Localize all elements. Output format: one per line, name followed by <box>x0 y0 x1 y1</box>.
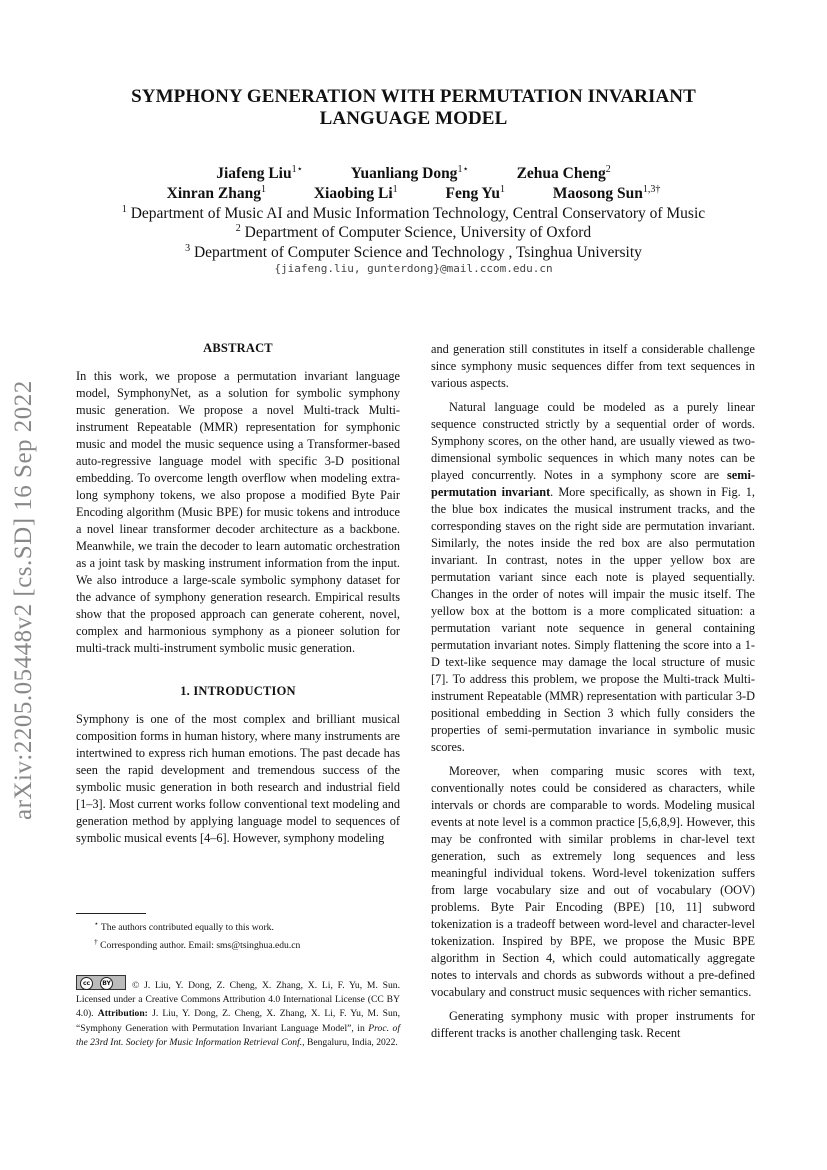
right-column <box>431 341 755 1042</box>
left-column <box>76 340 400 847</box>
affiliation-3: $^3$ Department of Computer Science and Technology , Tsinghua University <box>185 243 642 262</box>
author: Zehua Cheng$^2$ <box>516 164 611 183</box>
paper-title: SYMPHONY GENERATION WITH PERMUTATION INVARIANT LANGUAGE MODEL <box>131 86 696 129</box>
orchestration-paragraph: Generating symphony music with proper instruments for different tracks is another challenging task. Recent <box>431 1009 755 1040</box>
cc-by-license-icon[interactable] <box>76 975 126 990</box>
arxiv-identifier-stamp[interactable]: arXiv:2205.05448v2 [cs.SD] 16 Sep 2022 <box>10 380 37 820</box>
creative-commons-icon: cc <box>80 977 93 990</box>
affiliation-2: $^2$ Department of Computer Science, University of Oxford <box>235 223 592 242</box>
footnote-divider <box>76 913 146 914</box>
author: Yuanliang Dong$^{1⋆}$ <box>350 164 469 183</box>
abstract-text: In this work, we propose a permutation invariant language model, SymphonyNet, as a solution for symbolic symphony music generation. We propose a novel Multi-track Multi-instrument Repeatable (MMR) representation for symphonic music and model the music sequence using a Transformer-based auto-regressive language model with specific 3-D positional embedding. To overcome length overflow when modeling extra-long symphony tokens, we also propose a modified Byte Pair Encoding algorithm (Music BPE) for music tokens and introduce a novel linear transformer decoder architecture as a backbone. Meanwhile, we train the decoder to learn automatic orchestration as a joint task by masking instrument information from the input. We also introduce a large-scale symbolic symphony dataset for the advance of symphony generation research. Empirical results show that the proposed approach can generate coherent, novel, complex and harmonious symphony as a pioneer solution for multi-track multi-instrument symbolic music generation. <box>76 369 400 655</box>
affiliation-1: $^1$ Department of Music AI and Music Information Technology, Central Conservatory of Music <box>121 204 706 223</box>
author: Maosong Sun$^{1,3\dagger}$ <box>552 184 661 203</box>
license-notice: cc BY © J. Liu, Y. Dong, Z. Cheng, X. Zhang, X. Li, F. Yu, M. Sun. Licensed under a Creative Commons Attribution 4.0 International License (CC BY 4.0). Attribution: J. Liu, Y. Dong, Z. Cheng, X. Zhang, X. Li, F. Yu, M. Sun, “Symphony Generation with Permutation Invariant Language Model”, in Proc. of the 23rd Int. Society for Music Information Retrieval Conf., Bengaluru, India, 2022. <box>76 975 400 1050</box>
intro-continuation-paragraph: and generation still constitutes in itself a considerable challenge since symphony music sequences differ from text sequences in various aspects. <box>431 342 755 390</box>
footnote-equal-contribution: ⋆ The authors contributed equally to this work. <box>94 919 274 934</box>
introduction-heading: 1. INTRODUCTION <box>180 684 296 698</box>
abstract-heading: ABSTRACT <box>203 341 273 355</box>
author: Jiafeng Liu$^{1⋆}$ <box>216 164 303 183</box>
author: Xinran Zhang$^1$ <box>166 184 266 203</box>
attribution-icon: BY <box>100 977 113 990</box>
music-bpe-paragraph: Moreover, when comparing music scores with text, conventionally notes could be considered as characters, while intervals or chords are comparable to words. Modeling musical events at note level is a common practice [5,6,8,9]. However, this may be confronted with similar problems in char-level text generation, such as extremely long sequences and less meaningful individual tokens. Word-level tokenization suffers from large vocabulary size and out of vocabulary (OOV) problems. Byte Pair Encoding (BPE) [10, 11] subword tokenization is a tradeoff between word-level and character-level tokenization. Inspired by BPE, we propose the Music BPE algorithm in Section 4, which could automatically aggregate notes to intervals and chords as subwords without a pre-defined vocabulary and construct music sequences with richer semantics. <box>431 764 755 999</box>
footnote-corresponding-author: † Corresponding author. Email: sms@tsinghua.edu.cn <box>94 936 301 951</box>
footnotes <box>76 917 400 952</box>
author-email[interactable]: {jiafeng.liu, gunterdong}@mail.ccom.edu.cn <box>274 262 553 275</box>
semi-permutation-term: semi-permutation invariant <box>431 468 755 499</box>
author: Xiaobing Li$^1$ <box>313 184 398 203</box>
semi-permutation-paragraph: Natural language could be modeled as a purely linear sequence constructed strictly by a sequential order of words. Symphony scores, on the other hand, are usually viewed as two-dimensional symbolic sequences in which many notes can be played concurrently. Notes in a symphony score are semi-permutation invariant. More specifically, as shown in Fig. 1, the blue box indicates the musical instrument tracks, and the corresponding staves on the right side are permutation invariant. Similarly, the notes inside the red box are also permutation invariant. In contrast, notes in the upper yellow box are permutation variant since each note is played sequentially. Changes in the order of notes will impair the music itself. The yellow box at the bottom is a more complicated situation: a permutation variant note sequence in general containing permutation invariant notes. Simply flattening the score into a 1-D text-like sequence may damage the local structure of music [7]. To address this problem, we propose the Multi-track Multi-instrument Repeatable (MMR) representation with particular 3-D positional embedding in Section 3 which fully considers the properties of semi-permutation invariance in symbolic music scores. <box>431 400 755 754</box>
introduction-paragraph: Symphony is one of the most complex and brilliant musical composition forms in human history, where many instruments are intertwined to express rich human emotions. The past decade has seen the rapid development and tremendous success of the symbolic music generation in both research and industrial field [1–3]. Most current works follow conventional text modeling and generation method by applying language model to sequences of symbolic musical events [4–6]. However, symphony modeling <box>76 712 400 845</box>
author: Feng Yu$^1$ <box>445 184 505 203</box>
